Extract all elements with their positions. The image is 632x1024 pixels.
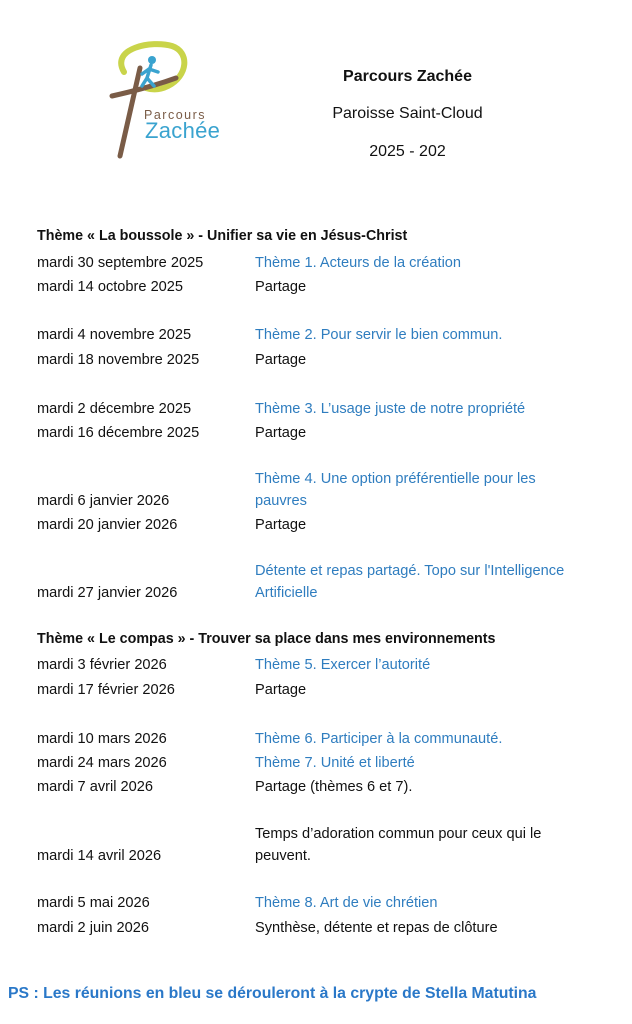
row-date: mardi 30 septembre 2025	[37, 255, 204, 271]
theme-title-compas: Thème « Le compas » - Trouver sa place dans mes environnements	[37, 631, 496, 647]
theme-title-boussole: Thème « La boussole » - Unifier sa vie en Jésus-Christ	[37, 228, 408, 244]
row-description: Partage	[255, 682, 307, 698]
row-date: mardi 27 janvier 2026	[37, 585, 178, 601]
row-description: Thème 2. Pour servir le bien commun.	[255, 327, 503, 343]
row-description: Partage (thèmes 6 et 7).	[255, 779, 413, 795]
row-date: mardi 6 janvier 2026	[37, 493, 170, 509]
row-date: mardi 10 mars 2026	[37, 731, 167, 747]
row-description: Thème 3. L’usage juste de notre propriété	[255, 401, 526, 417]
row-description: Thème 7. Unité et liberté	[255, 755, 415, 771]
row-date: mardi 18 novembre 2025	[37, 352, 200, 368]
footer-note: PS : Les réunions en bleu se dérouleront à la crypte de Stella Matutina	[8, 985, 537, 1002]
row-description: Thème 4. Une option préférentielle pour les pauvres	[255, 471, 536, 509]
row-description: Partage	[255, 352, 307, 368]
row-date: mardi 2 juin 2026	[37, 920, 149, 936]
row-description: Détente et repas partagé. Topo sur l'Intelligence Artificielle	[255, 563, 565, 601]
row-date: mardi 16 décembre 2025	[37, 425, 200, 441]
row-description: Synthèse, détente et repas de clôture	[255, 920, 498, 936]
row-date: mardi 3 février 2026	[37, 657, 167, 673]
row-date: mardi 24 mars 2026	[37, 755, 167, 771]
row-date: mardi 14 avril 2026	[37, 848, 162, 864]
row-description: Thème 1. Acteurs de la création	[255, 255, 462, 271]
row-description: Thème 5. Exercer l’autorité	[255, 657, 431, 673]
row-description: Temps d’adoration commun pour ceux qui le peuvent.	[255, 826, 542, 864]
logo-text-zachee: Zachée	[145, 118, 221, 143]
row-date: mardi 17 février 2026	[37, 682, 175, 698]
row-date: mardi 7 avril 2026	[37, 779, 153, 795]
row-date: mardi 14 octobre 2025	[37, 279, 184, 295]
row-date: mardi 5 mai 2026	[37, 895, 150, 911]
row-description: Partage	[255, 517, 307, 533]
year-range: 2025 - 202	[369, 143, 446, 160]
row-description: Thème 6. Participer à la communauté.	[255, 731, 503, 747]
row-date: mardi 2 décembre 2025	[37, 401, 192, 417]
row-description: Partage	[255, 425, 307, 441]
logo-text-parcours: Parcours	[144, 108, 207, 122]
row-description: Thème 8. Art de vie chrétien	[255, 895, 438, 911]
document-title: Parcours Zachée	[343, 68, 472, 85]
row-date: mardi 4 novembre 2025	[37, 327, 192, 343]
row-date: mardi 20 janvier 2026	[37, 517, 178, 533]
parish-name: Paroisse Saint-Cloud	[332, 105, 483, 122]
row-description: Partage	[255, 279, 307, 295]
